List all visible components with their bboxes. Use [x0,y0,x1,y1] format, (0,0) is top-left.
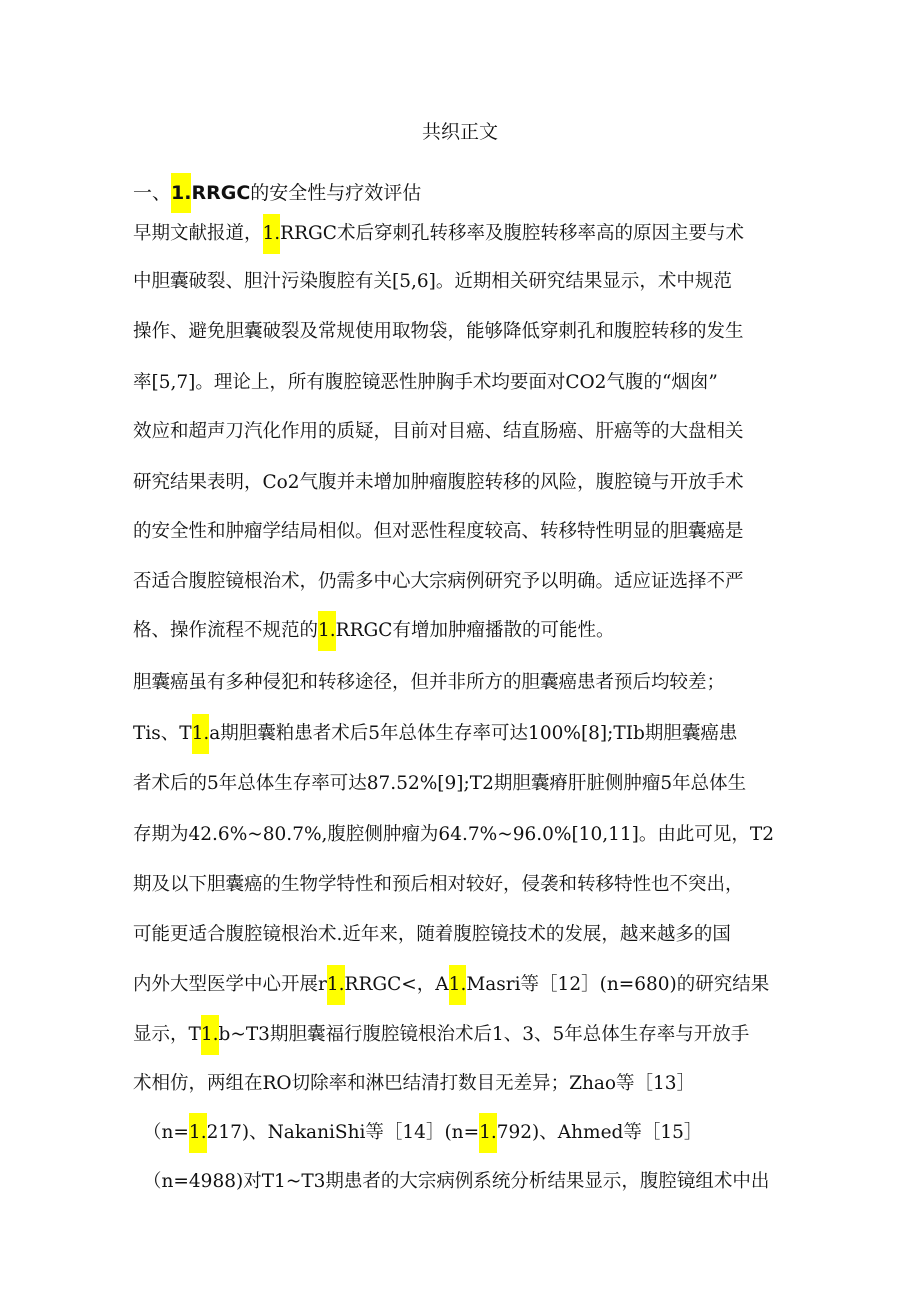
text-segment: 格、操作流程不规范的 [133,620,319,641]
text-line [133,865,744,905]
text-segment: （n= [143,1122,189,1143]
heading-text: 的安全性与疗效评估 [250,182,422,204]
text-segment: 792)、Ahmed等［15］ [496,1122,703,1143]
text-line [133,262,732,302]
text-segment: 存期为42.6%~80.7%,腹腔侧肿瘤为64.7%~96.0%[10,11]。由此可见，T2 [133,824,774,845]
text-segment: 者术后的5年总体生存率可达87.52%[9];T2期胆囊瘠肝脏侧肿瘤5年总体生 [133,773,747,794]
text-line [133,512,744,552]
page-title: 共织正文 [421,121,498,143]
text-line [133,214,744,254]
text-segment: 期及以下胆囊癌的生物学特性和预后相对较好，侵袭和转移特性也不突出， [133,874,744,895]
text-segment: 否适合腹腔镜根治术，仍需多中心大宗病例研究予以明确。适应证选择不严 [133,571,744,592]
text-segment: 术相仿，两组在RO切除率和淋巴结清打数目无差异；Zhao等［13］ [133,1073,696,1094]
text-segment: 胆囊癌虽有多种侵犯和转移途径，但并非所方的胆囊癌患者预后均较差； [133,672,726,693]
text-line [143,1113,702,1153]
text-segment: 中胆囊破裂、胆汁污染腹腔有关[5,6]。近期相关研究结果显示，术中规范 [133,271,732,292]
text-line [133,412,744,452]
heading-prefix: 一、 [133,182,172,204]
text-segment: 操作、避免胆囊破裂及常规使用取物袋，能够降低穿刺孔和腹腔转移的发生 [133,321,744,342]
highlighted-text: 1. [449,965,467,1005]
text-segment: 内外大型医学中心开展r [133,974,327,995]
text-line [133,312,744,352]
text-line [143,1162,769,1202]
text-segment: 217)、NakaniShi等［14］(n= [206,1122,480,1143]
text-segment: a期胆囊粕患者术后5年总体生存率可达100%[8];TIb期胆囊癌患 [209,723,738,744]
heading-bold-term: RRGC [191,182,251,204]
text-line [133,1064,695,1104]
text-line [133,611,614,651]
highlighted-text: 1. [327,965,345,1005]
text-segment: 显示，T [133,1024,201,1045]
text-segment: 率[5,7]。理论上，所有腹腔镜恶性肿胸手术均要面对CO2气腹的“烟囱” [133,372,718,393]
text-segment: Tis、T [133,723,192,744]
text-line [133,363,718,403]
text-segment: Masri等［12］(n=680)的研究结果 [466,974,770,995]
section-heading [133,173,421,213]
text-segment: （n=4988)对T1~T3期患者的大宗病例系统分析结果显示，腹腔镜组术中出 [143,1171,770,1192]
text-line [133,965,769,1005]
text-segment: 研究结果表明，Co2气腹并未增加肿瘤腹腔转移的风险，腹腔镜与开放手术 [133,472,744,493]
text-segment: 早期文献报道， [133,223,263,244]
text-line [133,714,737,754]
heading-highlight: 1. [171,173,191,213]
text-line [133,764,746,804]
text-segment: RRGC<，A [344,974,449,995]
highlighted-text: 1. [263,214,281,254]
text-segment: RRGC有增加肿瘤播散的可能性。 [335,620,615,641]
text-segment: 可能更适合腹腔镜根治术.近年来，随着腹腔镜技术的发展，越来越多的国 [133,924,731,945]
text-line [133,663,725,703]
text-segment: 的安全性和肿瘤学结局相似。但对恶性程度较高、转移特性明显的胆囊癌是 [133,521,744,542]
text-line [133,562,744,602]
text-line [133,915,731,955]
highlighted-text: 1. [318,611,336,651]
highlighted-text: 1. [201,1015,219,1055]
text-line [133,815,774,855]
text-segment: b~T3期胆囊福行腹腔镜根治术后1、3、5年总体生存率与开放手 [218,1024,750,1045]
text-segment: RRGC术后穿刺孔转移率及腹腔转移率高的原因主要与术 [280,223,744,244]
text-segment: 效应和超声刀汽化作用的质疑，目前对目癌、结直肠癌、肝癌等的大盘相关 [133,421,744,442]
highlighted-text: 1. [192,714,210,754]
text-line [133,1015,749,1055]
highlighted-text: 1. [479,1113,497,1153]
text-line [133,463,744,503]
highlighted-text: 1. [189,1113,207,1153]
